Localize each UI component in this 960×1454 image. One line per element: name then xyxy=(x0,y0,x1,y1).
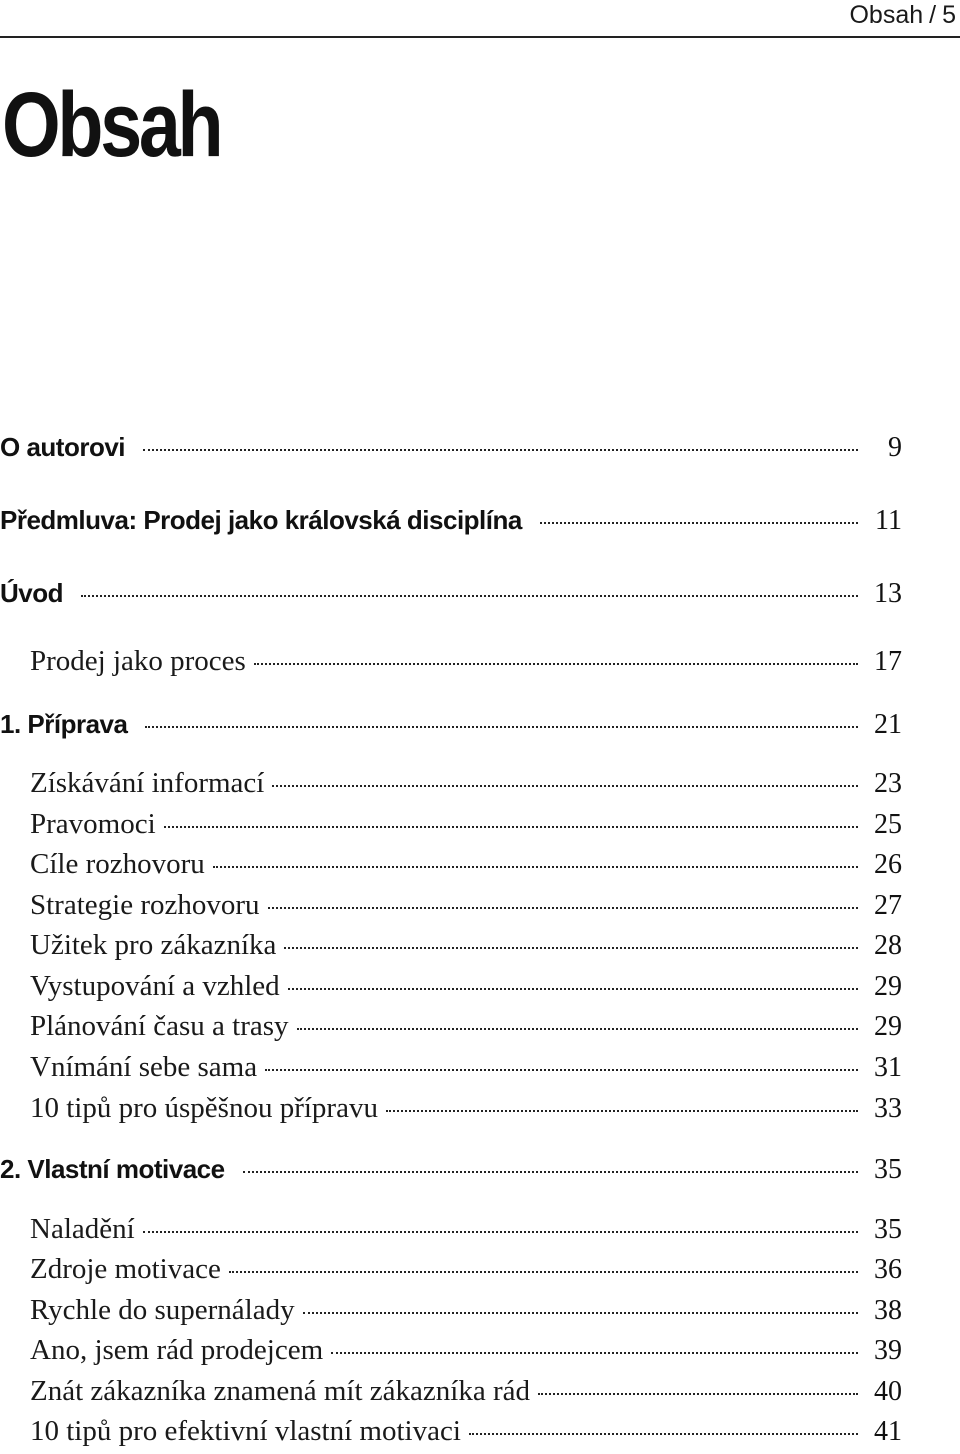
toc-entry-label: Strategie rozhovoru xyxy=(30,889,260,921)
toc-entry-label: 1. Příprava xyxy=(0,709,128,739)
running-header xyxy=(849,0,956,30)
toc-entry[interactable] xyxy=(0,1051,902,1084)
toc-entry-page: 23 xyxy=(874,768,902,799)
toc-entry-label: Úvod xyxy=(0,578,63,608)
toc-entry-label: Naladění xyxy=(30,1213,135,1245)
toc-dot-leader xyxy=(145,726,858,728)
toc-entry-label: Zdroje motivace xyxy=(30,1253,221,1285)
toc-dot-leader xyxy=(254,663,858,665)
toc-entry[interactable] xyxy=(0,929,902,962)
toc-entry-label: Vnímání sebe sama xyxy=(30,1051,258,1083)
toc-dot-leader xyxy=(297,1028,858,1030)
toc-entry-label: Získávání informací xyxy=(30,767,265,799)
toc-entry-page: 28 xyxy=(874,930,902,961)
toc-entry-page: 29 xyxy=(874,1011,902,1042)
toc-dot-leader xyxy=(331,1352,858,1354)
toc-entry-label: Ano, jsem rád prodejcem xyxy=(30,1334,324,1366)
toc-dot-leader xyxy=(284,947,858,949)
toc-entry[interactable] xyxy=(0,505,902,537)
toc-entry[interactable] xyxy=(0,808,902,841)
toc-entry[interactable] xyxy=(0,1375,902,1408)
toc-dot-leader xyxy=(288,988,858,990)
toc-entry[interactable] xyxy=(0,432,902,464)
toc-entry-label: 2. Vlastní motivace xyxy=(0,1154,225,1184)
toc-dot-leader xyxy=(81,595,858,597)
toc-entry[interactable] xyxy=(0,578,902,610)
toc-entry-label: Vystupování a vzhled xyxy=(30,970,280,1002)
running-header-separator: / xyxy=(929,1,937,29)
toc-entry-page: 31 xyxy=(874,1052,902,1083)
toc-entry[interactable] xyxy=(0,1213,902,1246)
header-divider xyxy=(0,36,960,38)
toc-dot-leader xyxy=(143,1231,858,1233)
toc-entry-page: 29 xyxy=(874,971,902,1002)
toc-entry[interactable] xyxy=(0,1010,902,1043)
toc-entry[interactable] xyxy=(0,848,902,881)
toc-entry[interactable] xyxy=(0,1415,902,1448)
toc-dot-leader xyxy=(164,826,858,828)
toc-entry-page: 26 xyxy=(874,849,902,880)
toc-dot-leader xyxy=(229,1271,858,1273)
toc-entry-page: 17 xyxy=(874,646,902,677)
toc-entry-page: 38 xyxy=(874,1295,902,1326)
toc-entry-label: Předmluva: Prodej jako královská disciplína xyxy=(0,505,522,535)
toc-dot-leader xyxy=(303,1312,858,1314)
toc-entry-label: Plánování času a trasy xyxy=(30,1010,289,1042)
toc-entry[interactable] xyxy=(0,1092,902,1125)
toc-entry-page: 25 xyxy=(874,809,902,840)
toc-dot-leader xyxy=(268,907,858,909)
running-header-page-number: 5 xyxy=(942,1,956,29)
toc-entry-page: 21 xyxy=(874,709,902,740)
toc-dot-leader xyxy=(538,1393,858,1395)
toc-entry-label: O autorovi xyxy=(0,432,126,462)
toc-entry[interactable] xyxy=(0,1294,902,1327)
toc-entry[interactable] xyxy=(0,767,902,800)
toc-entry[interactable] xyxy=(0,889,902,922)
toc-entry-page: 39 xyxy=(874,1335,902,1366)
toc-dot-leader xyxy=(265,1069,858,1071)
toc-entry-label: Rychle do supernálady xyxy=(30,1294,295,1326)
toc-entry-page: 40 xyxy=(874,1376,902,1407)
toc-entry-page: 33 xyxy=(874,1093,902,1124)
toc-dot-leader xyxy=(143,449,858,451)
toc-entry-page: 11 xyxy=(875,505,902,536)
running-header-section: Obsah xyxy=(849,1,924,29)
toc-entry-label: 10 tipů pro úspěšnou přípravu xyxy=(30,1092,378,1124)
toc-entry[interactable] xyxy=(0,1253,902,1286)
toc-entry-page: 9 xyxy=(888,432,902,463)
toc-dot-leader xyxy=(386,1110,858,1112)
toc-entry-label: Užitek pro zákazníka xyxy=(30,929,277,961)
toc-entry-label: 10 tipů pro efektivní vlastní motivaci xyxy=(30,1415,461,1447)
toc-dot-leader xyxy=(469,1433,858,1435)
toc-entry-label: Pravomoci xyxy=(30,808,156,840)
toc-entry-page: 27 xyxy=(874,890,902,921)
toc-entry[interactable] xyxy=(0,1334,902,1367)
toc-dot-leader xyxy=(272,785,858,787)
toc-entry[interactable] xyxy=(0,709,902,741)
page-title: Obsah xyxy=(2,74,221,176)
toc-entry-page: 35 xyxy=(874,1214,902,1245)
toc-entry-label: Prodej jako proces xyxy=(30,645,246,677)
toc-dot-leader xyxy=(213,866,858,868)
toc-entry-page: 35 xyxy=(874,1154,902,1185)
toc-entry[interactable] xyxy=(0,1154,902,1186)
toc-entry-label: Znát zákazníka znamená mít zákazníka rád xyxy=(30,1375,530,1407)
toc-dot-leader xyxy=(540,522,858,524)
toc-entry-page: 36 xyxy=(874,1254,902,1285)
toc-entry[interactable] xyxy=(0,645,902,678)
toc-entry[interactable] xyxy=(0,970,902,1003)
toc-entry-page: 13 xyxy=(874,578,902,609)
toc-dot-leader xyxy=(243,1171,858,1173)
toc-entry-page: 41 xyxy=(874,1416,902,1447)
toc-entry-label: Cíle rozhovoru xyxy=(30,848,205,880)
